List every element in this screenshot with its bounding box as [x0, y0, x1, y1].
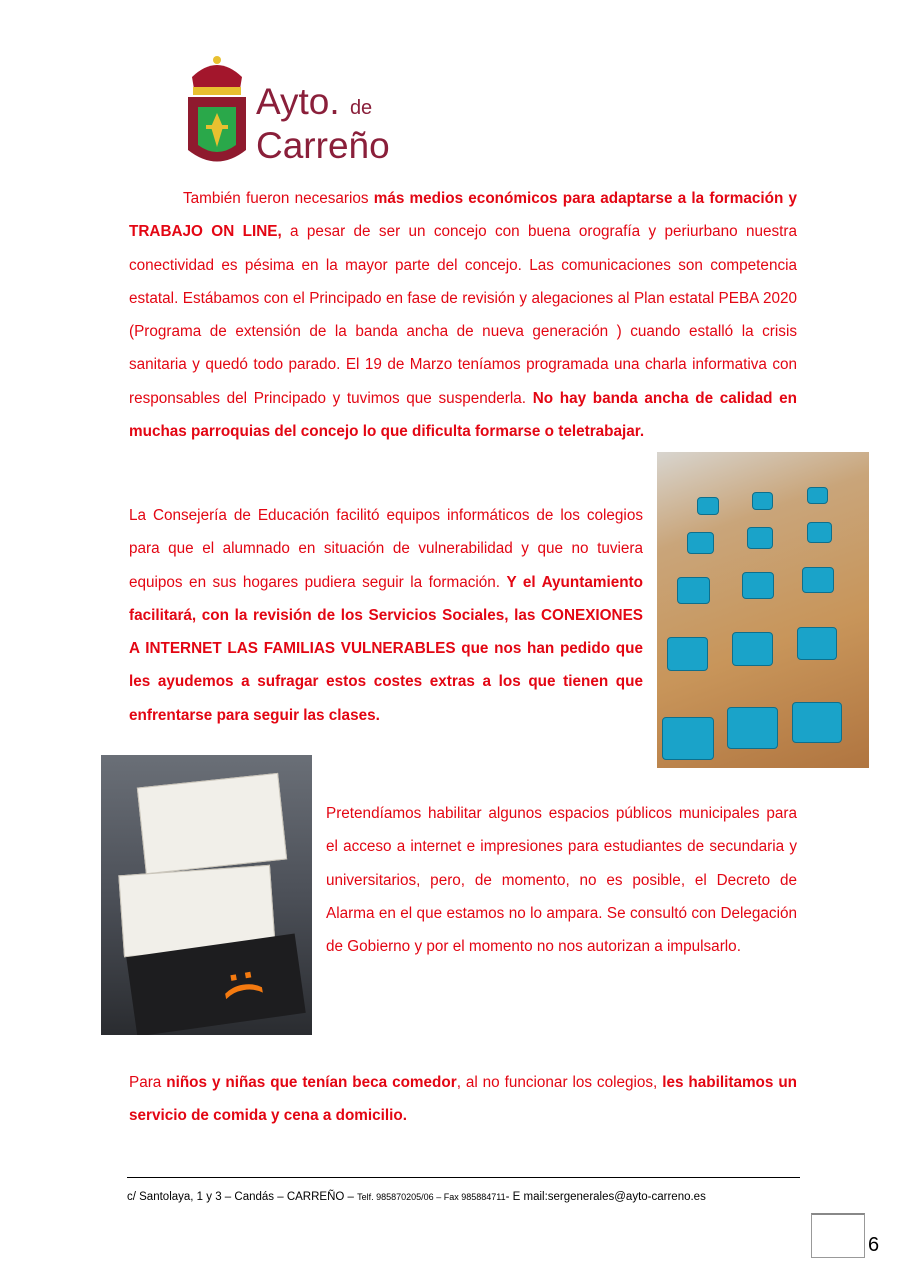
laptop — [792, 702, 842, 743]
logo-ayto: Ayto. — [256, 81, 340, 122]
paragraph-computer-equipment — [129, 499, 643, 732]
footer-phone: Telf. 985870205/06 – Fax 985884711 — [357, 1192, 506, 1202]
laptop — [697, 497, 719, 515]
logo-de: de — [349, 97, 373, 119]
municipality-logo — [186, 55, 390, 167]
text-segment: Para — [129, 1074, 167, 1091]
text-segment: , al no funcionar los colegios, — [456, 1074, 663, 1091]
bold-text-segment: niños y niñas que tenían beca comedor — [166, 1074, 457, 1091]
laptop — [727, 707, 778, 749]
footer-email[interactable]: - E mail:sergenerales@ayto-carreno.es — [505, 1191, 706, 1203]
laptop — [677, 577, 710, 604]
laptop — [662, 717, 714, 760]
laptop — [797, 627, 837, 660]
logo-text — [256, 83, 390, 165]
paragraph-school-meals — [129, 1066, 797, 1133]
paragraph-online-work — [129, 182, 797, 448]
laptop — [752, 492, 773, 510]
page-number-frame — [811, 1213, 865, 1258]
laptop — [807, 487, 828, 504]
footer-address: c/ Santolaya, 1 y 3 – Candás – CARREÑO – — [127, 1191, 358, 1203]
laptop — [742, 572, 774, 599]
photo-laptops-on-table — [657, 452, 869, 768]
coat-of-arms-icon — [186, 55, 248, 167]
bold-text-segment: les habilitamos un servicio de comida y cena a domicilio. — [129, 1074, 798, 1125]
footer-divider — [127, 1177, 800, 1178]
footer-contact — [127, 1191, 706, 1203]
laptop — [747, 527, 773, 549]
page-number: 6 — [868, 1234, 880, 1256]
logo-carreno: Carreño — [256, 125, 390, 166]
paragraph-public-spaces — [326, 797, 797, 963]
bold-text-segment: Y el Ayuntamiento facilitará, con la revisión de los Servicios Sociales, las CONEXIONES A INTERNET LAS FAMILIAS VULNERABLES que nos han pedido que les ayudemos a sufragar estos costes extras a los que tienen que enfrentarse para seguir las clases. — [129, 573, 643, 724]
laptop — [807, 522, 832, 543]
laptop — [667, 637, 708, 671]
laptop — [802, 567, 834, 593]
bold-text-segment: más medios económicos para adaptarse a la formación y TRABAJO ON LINE, — [129, 190, 798, 241]
laptop — [687, 532, 714, 554]
text-segment: Pretendíamos habilitar algunos espacios públicos municipales para el acceso a internet e impresiones para estudiantes de secundaria y universitarios, pero, de momento, no es posible, el Decreto de Alarma en el que estamos no lo ampara. Se consultó con Delegación de Gobierno y por el momento no nos autorizan a impulsarlo. — [326, 805, 797, 956]
bold-text-segment: No hay banda ancha de calidad en muchas parroquias del concejo lo que dificulta formarse o teletrabajar. — [129, 389, 797, 441]
text-segment: a pesar de ser un concejo con buena orografía y periurbano nuestra conectividad es pésima en la mayor parte del concejo. Las comunicaciones son competencia estatal. Estábamos con el Principado en fase de revisión y alegaciones al Plan estatal PEBA 2020 (Programa de extensión de la banda ancha de nueva generación ) cuando estalló la crisis sanitaria y quedó todo parado. El 19 de Marzo teníamos programada una charla informativa con responsables del Principado y tuvimos que suspenderla. — [129, 223, 797, 407]
laptop — [732, 632, 773, 666]
text-segment: La Consejería de Educación facilitó equipos informáticos de los colegios para que el alumnado en situación de vulnerabilidad y que no tuviera equipos en sus hogares pudiera seguir la formación. — [129, 507, 643, 591]
photo-router-boxes: :( — [101, 755, 312, 1035]
text-segment: También fueron necesarios — [183, 190, 374, 207]
